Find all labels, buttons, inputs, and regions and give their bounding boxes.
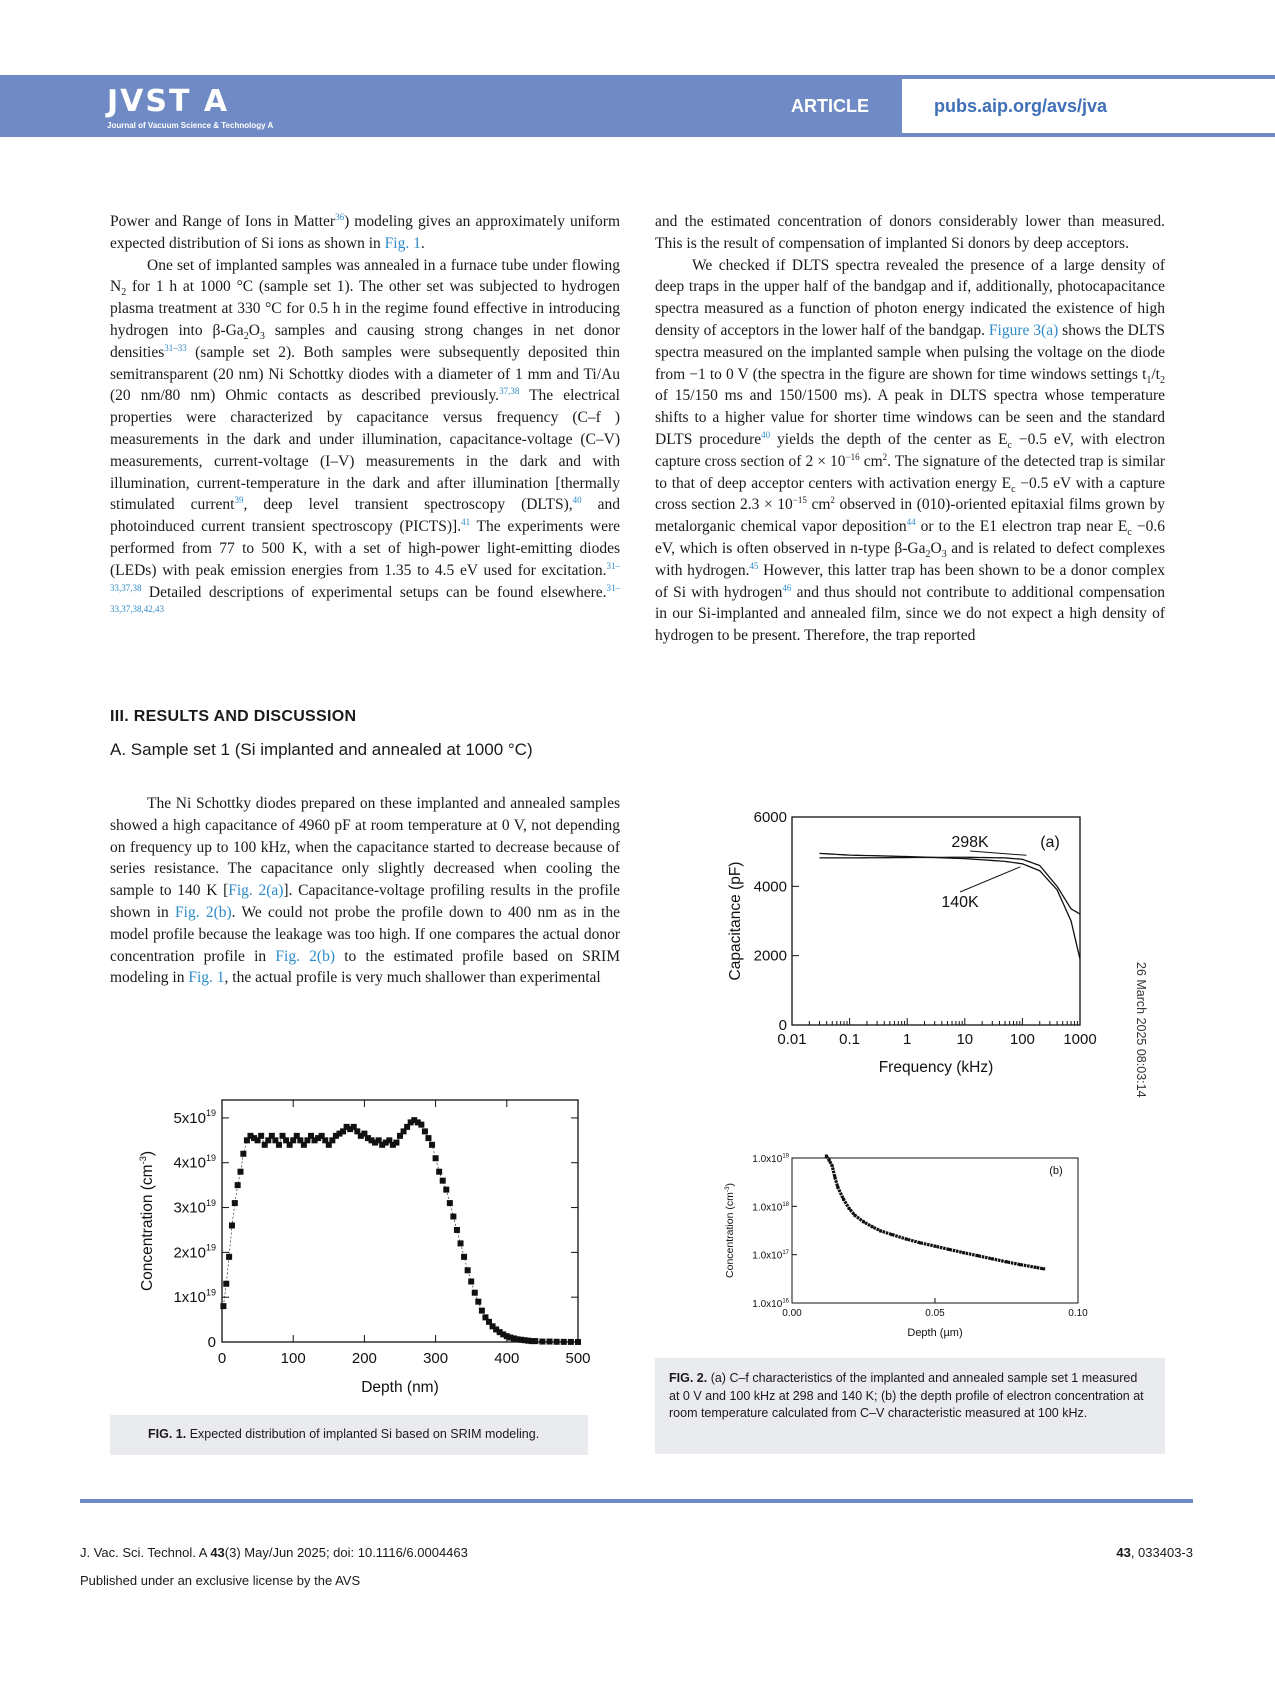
- paragraph-methods: [110, 255, 620, 626]
- y-tick-label: 6000: [753, 809, 787, 826]
- caption-label: FIG. 1.: [148, 1427, 187, 1441]
- citation-ref[interactable]: 37,38: [499, 386, 520, 397]
- x-tick-label: 100: [280, 1350, 306, 1367]
- citation-ref[interactable]: 45: [749, 560, 759, 571]
- text-run: cm: [806, 496, 831, 514]
- text-run: .: [420, 234, 425, 252]
- text-run: O: [248, 321, 260, 339]
- data-point: [425, 1135, 431, 1141]
- text-run: ]. Capacitance-voltage profiling results in the profile shown in: [110, 882, 620, 921]
- subscript: 3: [259, 331, 265, 343]
- figure-link[interactable]: Fig. 1: [384, 234, 421, 252]
- subscript: 3: [941, 549, 947, 561]
- footer-rule: [80, 1499, 1193, 1503]
- superscript: −15: [792, 495, 807, 506]
- citation-ref[interactable]: 44: [906, 517, 916, 527]
- x-tick-label: 0.05: [925, 1308, 945, 1319]
- footer-license: Published under an exclusive license by the AVS: [80, 1573, 361, 1588]
- text-run: Power and Range of Ions in Matter: [110, 213, 336, 230]
- data-point: [828, 1159, 831, 1162]
- text-run: of 15/150 ms and 150/1500 ms). A peak in DLTS spectra whose temperature shifts to a higher value for shorter time windows can be seen and the standard DLTS procedure: [655, 387, 1165, 448]
- data-point: [276, 1142, 282, 1148]
- text-run: (sample set 2). Both samples were subsequently deposited thin semitransparent (20 nm) Ni Schottky diodes with a diameter of 1 mm and Ti/Au (20 nm/80 nm) Ohmic contacts as described previously.: [110, 343, 620, 405]
- data-point: [468, 1279, 474, 1285]
- figure-link[interactable]: Fig. 1: [188, 969, 225, 987]
- x-tick-label: 0.10: [1068, 1308, 1088, 1319]
- superscript: 2: [882, 451, 888, 462]
- citation-ref[interactable]: 40: [761, 429, 771, 440]
- data-point: [461, 1254, 467, 1260]
- x-tick-label: 500: [565, 1350, 591, 1367]
- text-run: −0.5 eV, with electron capture cross section of 2 × 10: [655, 430, 1165, 470]
- y-tick-label: $1.0x10^{16}$: [752, 1298, 789, 1310]
- data-point: [831, 1164, 834, 1167]
- y-tick-label: $1.0x10^{19}$: [752, 1153, 789, 1165]
- y-tick-label: 0: [207, 1334, 216, 1351]
- data-point: [429, 1142, 435, 1148]
- data-point: [905, 1238, 908, 1241]
- x-tick-label: 0: [217, 1350, 227, 1367]
- paragraph-results: [110, 793, 620, 989]
- data-point: [229, 1222, 235, 1228]
- subscript: 2: [1160, 374, 1165, 386]
- x-tick-label: 0.00: [782, 1308, 802, 1319]
- text-run: yields the depth of the center as E: [770, 430, 1008, 448]
- subscript: 2: [243, 331, 249, 343]
- text-run: J. Vac. Sci. Technol. A: [80, 1545, 211, 1560]
- data-point: [836, 1186, 839, 1189]
- data-point: [575, 1339, 581, 1345]
- volume-number: 43: [1116, 1545, 1131, 1560]
- y-axis-label: Capacitance (pF): [727, 861, 744, 981]
- data-point: [393, 1140, 399, 1146]
- text-run: O: [930, 539, 942, 557]
- figure-link[interactable]: Fig. 2(b): [175, 903, 232, 921]
- data-point: [862, 1220, 865, 1223]
- subscript: c: [1011, 483, 1016, 495]
- data-point: [1005, 1260, 1008, 1263]
- left-column-bottom: [110, 793, 620, 989]
- figure-2b-chart: [720, 1150, 1090, 1345]
- text-run: −0.5 eV with a capture cross section 2.3 × 10: [655, 474, 1166, 514]
- data-point: [240, 1151, 246, 1157]
- plot-frame: [792, 817, 1080, 1025]
- subscript: 2: [121, 287, 127, 299]
- journal-logo-subtitle: Journal of Vacuum Science & Technology A: [107, 121, 274, 130]
- text-run: , 033403-3: [1130, 1545, 1193, 1560]
- data-point: [919, 1241, 922, 1244]
- figure-1-chart: [130, 1085, 600, 1400]
- x-tick-label: 300: [423, 1350, 449, 1367]
- text-run: to the estimated profile based on SRIM modeling in: [110, 947, 620, 987]
- text-run: and is related to defect complexes with hydrogen.: [655, 539, 1165, 579]
- paragraph-dlts: [655, 255, 1165, 647]
- data-point: [258, 1133, 264, 1139]
- citation-ref[interactable]: 40: [572, 495, 582, 506]
- data-point: [1034, 1266, 1037, 1269]
- subsection-heading: A. Sample set 1 (Si implanted and annealed at 1000 °C): [110, 740, 533, 759]
- data-point: [422, 1128, 428, 1134]
- data-point: [1042, 1267, 1045, 1270]
- x-tick-label: 100: [1009, 1031, 1035, 1048]
- y-tick-label: 0: [778, 1017, 787, 1034]
- x-tick-label: 10: [956, 1031, 974, 1048]
- article-type-label: ARTICLE: [791, 96, 869, 116]
- y-tick-label: $3x10^{19}$: [173, 1197, 216, 1217]
- x-axis-label: Frequency (kHz): [878, 1059, 994, 1076]
- text-run: or to the E1 electron trap near E: [915, 518, 1128, 536]
- label-arrow: [970, 851, 1026, 855]
- data-point: [232, 1200, 238, 1206]
- data-point: [891, 1233, 894, 1236]
- x-tick-label: 0.01: [777, 1031, 807, 1048]
- paragraph-compensation: and the estimated concentration of donors considerably lower than measured. This is the result of compensation of implanted Si donors by deep acceptors.: [655, 213, 1165, 252]
- y-tick-label: $1.0x10^{17}$: [752, 1250, 789, 1262]
- data-point: [238, 1169, 244, 1175]
- right-column: [655, 211, 1165, 647]
- data-point: [433, 1155, 439, 1161]
- series-label-140K: 140K: [941, 894, 979, 911]
- data-point: [976, 1254, 979, 1257]
- data-point: [532, 1338, 538, 1344]
- y-tick-label: $2x10^{19}$: [173, 1242, 216, 1262]
- text-run: , the actual profile is very much shallower than experimental: [224, 969, 601, 987]
- label-arrow: [960, 867, 1020, 892]
- subscript: c: [1007, 440, 1012, 452]
- figure-1-caption: [110, 1415, 588, 1455]
- x-axis-label: Depth (nm): [361, 1379, 439, 1396]
- data-point: [1019, 1263, 1022, 1266]
- text-run: and photoinduced current transient spectroscopy (PICTS)].: [110, 496, 620, 536]
- figure-2a-chart: [720, 805, 1110, 1085]
- download-timestamp: 26 March 2025 08:03:14: [1134, 962, 1148, 1098]
- y-axis-label: Concentration $(cm^{-3})$: [723, 1183, 736, 1278]
- volume-number: 43: [210, 1545, 225, 1560]
- citation-ref[interactable]: 36: [335, 211, 345, 222]
- journal-url-link[interactable]: pubs.aip.org/avs/jva: [934, 96, 1108, 116]
- x-tick-label: 1: [903, 1031, 912, 1048]
- superscript: −16: [845, 451, 860, 462]
- caption-text: (a) C–f characteristics of the implanted and annealed sample set 1 measured at 0 V and 100 kHz at 298 and 140 K; (b) the depth profile of electron concentration at room temperature calculated from C–V characteristic measured at 100 kHz.: [669, 1371, 1144, 1420]
- data-point: [223, 1281, 229, 1287]
- figure-link[interactable]: Figure 3(a): [988, 321, 1059, 339]
- y-axis-label: Concentration $(cm^{-3})$: [137, 1150, 156, 1292]
- section-heading: III. RESULTS AND DISCUSSION: [110, 708, 357, 725]
- y-tick-label: $4x10^{19}$: [173, 1152, 216, 1172]
- citation-ref[interactable]: 31–33: [164, 342, 187, 353]
- text-run: and thus should not contribute to additional compensation in our Si-implanted and annealed film, since we do not expect a high density of hydrogen to be present. Therefore, the trap reported: [655, 583, 1165, 645]
- text-run: (3) May/Jun 2025; doi: 10.1116/6.0004463: [224, 1545, 468, 1560]
- text-run: The experiments were performed from 77 to 500 K, with a set of high-power light-emitting diodes (LEDs) with peak emission energies from 1.35 to 4.5 eV used for excitation.: [110, 518, 621, 579]
- data-point: [226, 1254, 232, 1260]
- figure-link[interactable]: Fig. 2(b): [275, 947, 336, 965]
- data-point: [962, 1251, 965, 1254]
- data-point: [220, 1303, 226, 1309]
- data-point: [991, 1257, 994, 1260]
- data-point: [458, 1240, 464, 1246]
- text-run: However, this latter trap has been shown to be a donor complex of Si with hydrogen: [655, 561, 1165, 601]
- data-point: [554, 1339, 560, 1345]
- text-run: samples and causing strong changes in net donor densities: [110, 321, 620, 361]
- data-point: [447, 1200, 453, 1206]
- footer-citation: [80, 1545, 468, 1560]
- data-point: [440, 1178, 446, 1184]
- y-tick-label: 4000: [753, 878, 787, 896]
- y-tick-label: $5x10^{19}$: [173, 1108, 216, 1127]
- data-point: [547, 1339, 553, 1345]
- x-tick-label: 400: [494, 1350, 520, 1367]
- text-run: The electrical properties were characterized by capacitance versus frequency (C–f ) measurements in the dark and under illumination, capacitance-voltage (C–V) measurements, current-voltage (I–V) measurements in the dark and with illumination, current-temperature in the dark and after illumination [thermally stimulated current: [110, 387, 620, 514]
- data-point: [842, 1198, 845, 1201]
- text-run: We checked if DLTS spectra revealed the presence of a large density of deep traps in the upper half of the bandgap and if, additionally, photocapacitance spectra measured as a function of photon energy indicated the existence of high density of acceptors in the lower half of the bandgap.: [655, 256, 1165, 339]
- text-run: cm: [859, 452, 883, 470]
- x-axis-label: Depth (µm): [907, 1327, 963, 1339]
- data-point: [853, 1214, 856, 1217]
- page-number: [1116, 1545, 1193, 1560]
- data-point: [235, 1182, 241, 1188]
- data-point: [871, 1225, 874, 1228]
- subscript: 1: [1146, 374, 1152, 386]
- data-line: [223, 1120, 578, 1342]
- subscript: c: [1127, 527, 1132, 539]
- data-point: [472, 1290, 478, 1296]
- text-run: −0.6 eV, which is often observed in n-type β-Ga: [655, 518, 1166, 557]
- y-tick-label: $1.0x10^{18}$: [752, 1201, 789, 1214]
- figure-2-caption: [655, 1358, 1165, 1454]
- data-point: [948, 1248, 951, 1251]
- data-point: [479, 1308, 485, 1314]
- data-point: [539, 1339, 545, 1345]
- citation-ref[interactable]: 39: [234, 495, 244, 506]
- data-point: [418, 1122, 424, 1128]
- data-point: [561, 1339, 567, 1345]
- data-point: [568, 1339, 574, 1345]
- left-column-top: [110, 211, 620, 625]
- y-tick-label: 2000: [753, 947, 787, 965]
- data-point: [825, 1154, 828, 1157]
- text-run: . The signature of the detected trap is similar to that of deep acceptor centers with activation energy E: [655, 452, 1165, 492]
- citation-ref[interactable]: 31–33,37,38,42,43: [110, 582, 620, 615]
- figure-link[interactable]: Fig. 2(a): [228, 882, 284, 900]
- superscript: 2: [830, 495, 835, 506]
- text-run: , deep level transient spectroscopy (DLTS),: [243, 496, 573, 514]
- paragraph-srim: [110, 211, 620, 255]
- data-point: [436, 1169, 442, 1175]
- data-point: [833, 1176, 836, 1179]
- data-curve: [826, 1156, 1043, 1269]
- x-tick-label: 0.1: [839, 1031, 861, 1048]
- data-point: [879, 1229, 882, 1232]
- x-tick-label: 200: [351, 1350, 377, 1367]
- caption-label: FIG. 2.: [669, 1371, 708, 1385]
- data-point: [454, 1227, 460, 1233]
- data-point: [934, 1245, 937, 1248]
- subscript: 2: [925, 549, 931, 561]
- y-tick-label: $1x10^{19}$: [173, 1287, 216, 1307]
- text-run: /t: [1151, 365, 1160, 383]
- citation-ref[interactable]: 41: [461, 517, 471, 527]
- journal-logo: JVST A: [107, 84, 230, 119]
- text-run: The Ni Schottky diodes prepared on these implanted and annealed samples showed a high capacitance of 4960 pF at room temperature at 0 V, not depending on frequency up to 100 kHz, when the capacitance started to decrease because of series resistance. The capacitance only slightly decreased when cooling the sample to 140 K [: [110, 795, 620, 900]
- panel-label: (b): [1049, 1165, 1063, 1177]
- data-point: [465, 1267, 471, 1273]
- citation-ref[interactable]: 31–33,37,38: [110, 560, 620, 593]
- text-run: Detailed descriptions of experimental setups can be found elsewhere.: [141, 583, 607, 601]
- text-run: . We could not probe the profile down to 400 nm as in the model profile because the leakage was too high. If one compares the actual donor concentration profile in: [110, 903, 620, 965]
- text-run: for 1 h at 1000 °C (sample set 1). The other set was subjected to hydrogen plasma treatment at 330 °C for 0.5 h in the regime found effective in introducing hydrogen into β-Ga: [110, 278, 620, 339]
- panel-label: (a): [1040, 834, 1060, 851]
- data-point: [848, 1207, 851, 1210]
- text-run: observed in (010)-oriented epitaxial films grown by metalorganic chemical vapor deposition: [655, 496, 1165, 536]
- data-point: [450, 1214, 456, 1220]
- data-point: [443, 1187, 449, 1193]
- data-point: [475, 1299, 481, 1305]
- x-tick-label: 1000: [1063, 1031, 1097, 1048]
- text-run: ) modeling gives an approximately uniform expected distribution of Si ions as shown in: [110, 213, 620, 252]
- caption-text: Expected distribution of implanted Si based on SRIM modeling.: [189, 1427, 540, 1441]
- text-run: One set of implanted samples was annealed in a furnace tube under flowing N: [110, 256, 620, 296]
- citation-ref[interactable]: 46: [782, 582, 792, 593]
- text-run: shows the DLTS spectra measured on the implanted sample when pulsing the voltage on the diode from −1 to 0 V (the spectra in the figure are shown for time windows settings t: [655, 321, 1165, 383]
- series-label-298K: 298K: [951, 834, 989, 851]
